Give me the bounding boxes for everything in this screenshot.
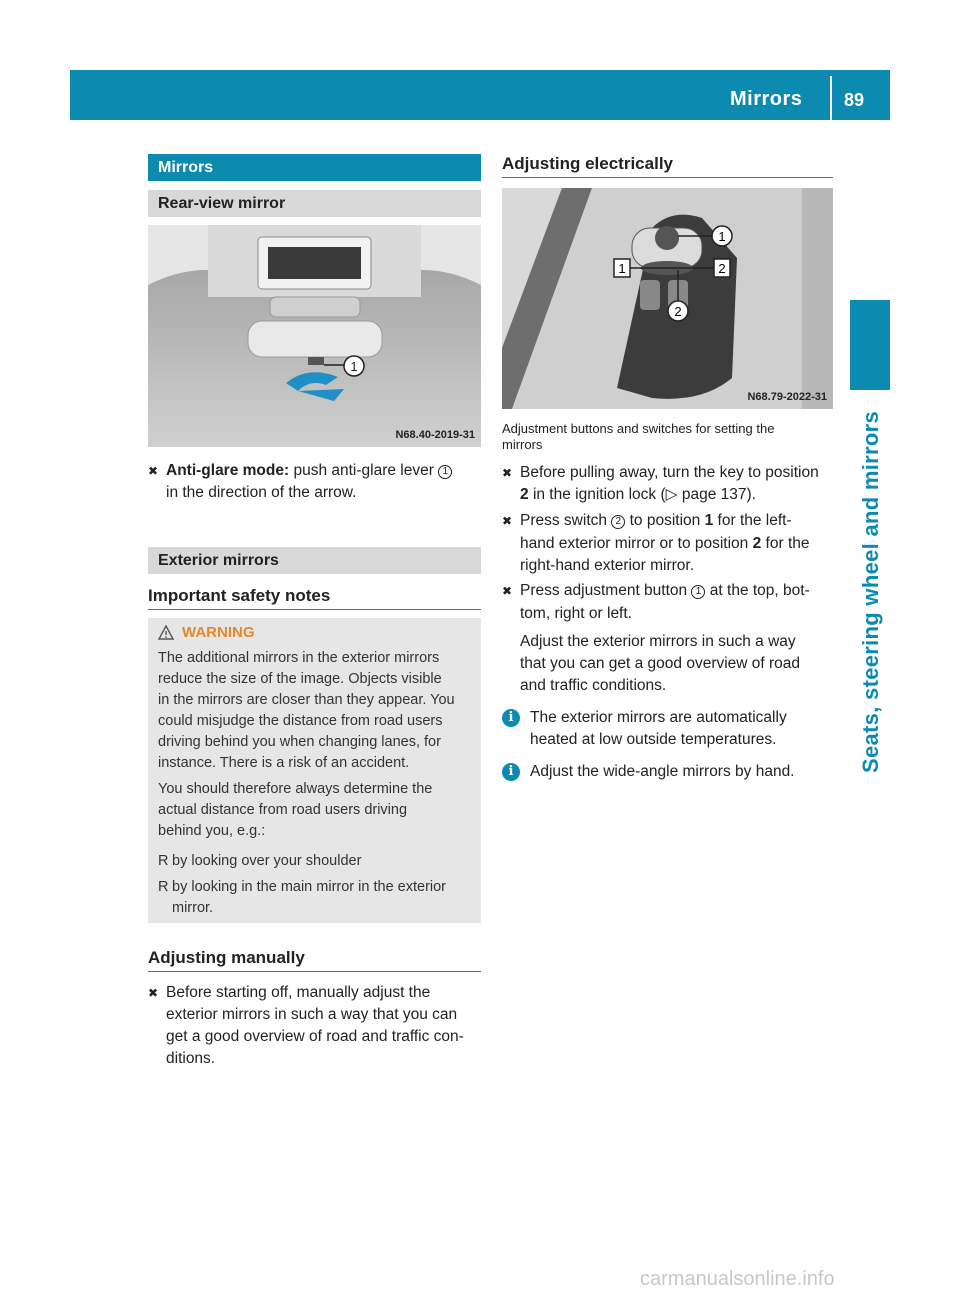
step-arrow-icon: ✖ [502, 584, 513, 598]
heading-adjusting-electrically: Adjusting electrically [502, 154, 673, 173]
electric-step-3: ✖ Press adjustment button 1 at the top, bot- tom, right or left. Adjust the exterior mirrors in such a way that you can get a good overview of road and traffic conditions. [502, 582, 810, 694]
step-arrow-icon: ✖ [148, 464, 159, 478]
manual-step: ✖ Before starting off, manually adjust the exterior mirrors in such a way that you can get a good overview of road and traffic con- ditions. [148, 984, 464, 1067]
step-arrow-icon: ✖ [502, 514, 513, 528]
warning-line: actual distance from road users driving [158, 802, 408, 818]
watermark: carmanualsonline.info [640, 1268, 835, 1290]
warning-line: instance. There is a risk of an accident. [158, 755, 410, 771]
bullet-icon: R [158, 879, 169, 895]
warning-line: could misjudge the distance from road users [158, 713, 443, 729]
door-switch-figure [502, 188, 833, 409]
warning-title: WARNING [182, 624, 255, 641]
subheading-safety-notes: Important safety notes [148, 586, 331, 605]
warning-header [158, 624, 255, 641]
figure-code: N68.40-2019-31 [395, 429, 475, 441]
warning-line: You should therefore always determine the [158, 781, 433, 797]
warning-box [148, 618, 481, 923]
circle-1-icon: 1 [691, 585, 705, 599]
side-tab-label: Seats, steering wheel and mirrors [858, 410, 883, 773]
warning-line: The additional mirrors in the exterior mirrors [158, 650, 440, 666]
heading-adjusting-manually: Adjusting manually [148, 948, 305, 967]
step-label: Anti-glare mode: [166, 462, 290, 479]
callout-2: 2 [674, 304, 682, 319]
electric-step-1: ✖ Before pulling away, turn the key to position 2 in the ignition lock (▷ page 137). [502, 464, 819, 503]
callout-1: 1 [718, 229, 726, 244]
warning-triangle-icon [158, 625, 174, 641]
rear-view-mirror-figure [148, 225, 481, 447]
divider [148, 971, 481, 972]
warning-line: driving behind you when changing lanes, for [158, 734, 441, 750]
page-ref-arrow-icon: ▷ [665, 486, 678, 503]
callout-box-1: 1 [618, 261, 626, 276]
divider [502, 177, 833, 178]
figure-code: N68.79-2022-31 [747, 391, 827, 403]
info-icon: i [502, 763, 520, 781]
bullet-item: R by looking in the main mirror in the exterior [158, 877, 446, 898]
step-text-2: in the direction of the arrow. [166, 484, 357, 501]
info-note-1: i The exterior mirrors are automatically heated at low outside temperatures. [502, 707, 833, 751]
rear-view-mirror-illustration [148, 225, 481, 447]
heading-rear-view-mirror: Rear-view mirror [148, 190, 481, 217]
callout-1: 1 [350, 359, 358, 374]
info-icon: i [502, 709, 520, 727]
warning-line: reduce the size of the image. Objects visible [158, 671, 442, 687]
divider [148, 609, 481, 610]
page-number: 89 [844, 90, 865, 110]
warning-line: behind you, e.g.: [158, 823, 266, 839]
step-arrow-icon: ✖ [502, 466, 513, 480]
electric-step-2: ✖ Press switch 2 to position 1 for the left- hand exterior mirror or to position 2 for the right-hand exterior mirror. [502, 512, 810, 574]
heading-exterior-mirrors: Exterior mirrors [148, 547, 481, 574]
circle-1-icon: 1 [438, 465, 452, 479]
step-text: push anti-glare lever [293, 462, 434, 479]
anti-glare-step [148, 460, 481, 504]
section-title-mirrors: Mirrors [148, 154, 481, 181]
warning-line: in the mirrors are closer than they appear. You [158, 692, 455, 708]
bullet-item: R by looking over your shoulder [158, 851, 361, 872]
info-note-2: i Adjust the wide-angle mirrors by hand. [502, 761, 833, 783]
door-switch-illustration [502, 188, 833, 409]
header-separator [830, 76, 832, 120]
bullet-item-continued: mirror. [172, 900, 214, 916]
side-tab [850, 300, 890, 390]
circle-2-icon: 2 [611, 515, 625, 529]
header-title: Mirrors [730, 88, 803, 110]
bullet-icon: R [158, 853, 169, 869]
step-arrow-icon: ✖ [148, 986, 159, 1000]
callout-box-2: 2 [718, 261, 726, 276]
figure-caption: Adjustment buttons and switches for setting the mirrors [502, 421, 775, 452]
